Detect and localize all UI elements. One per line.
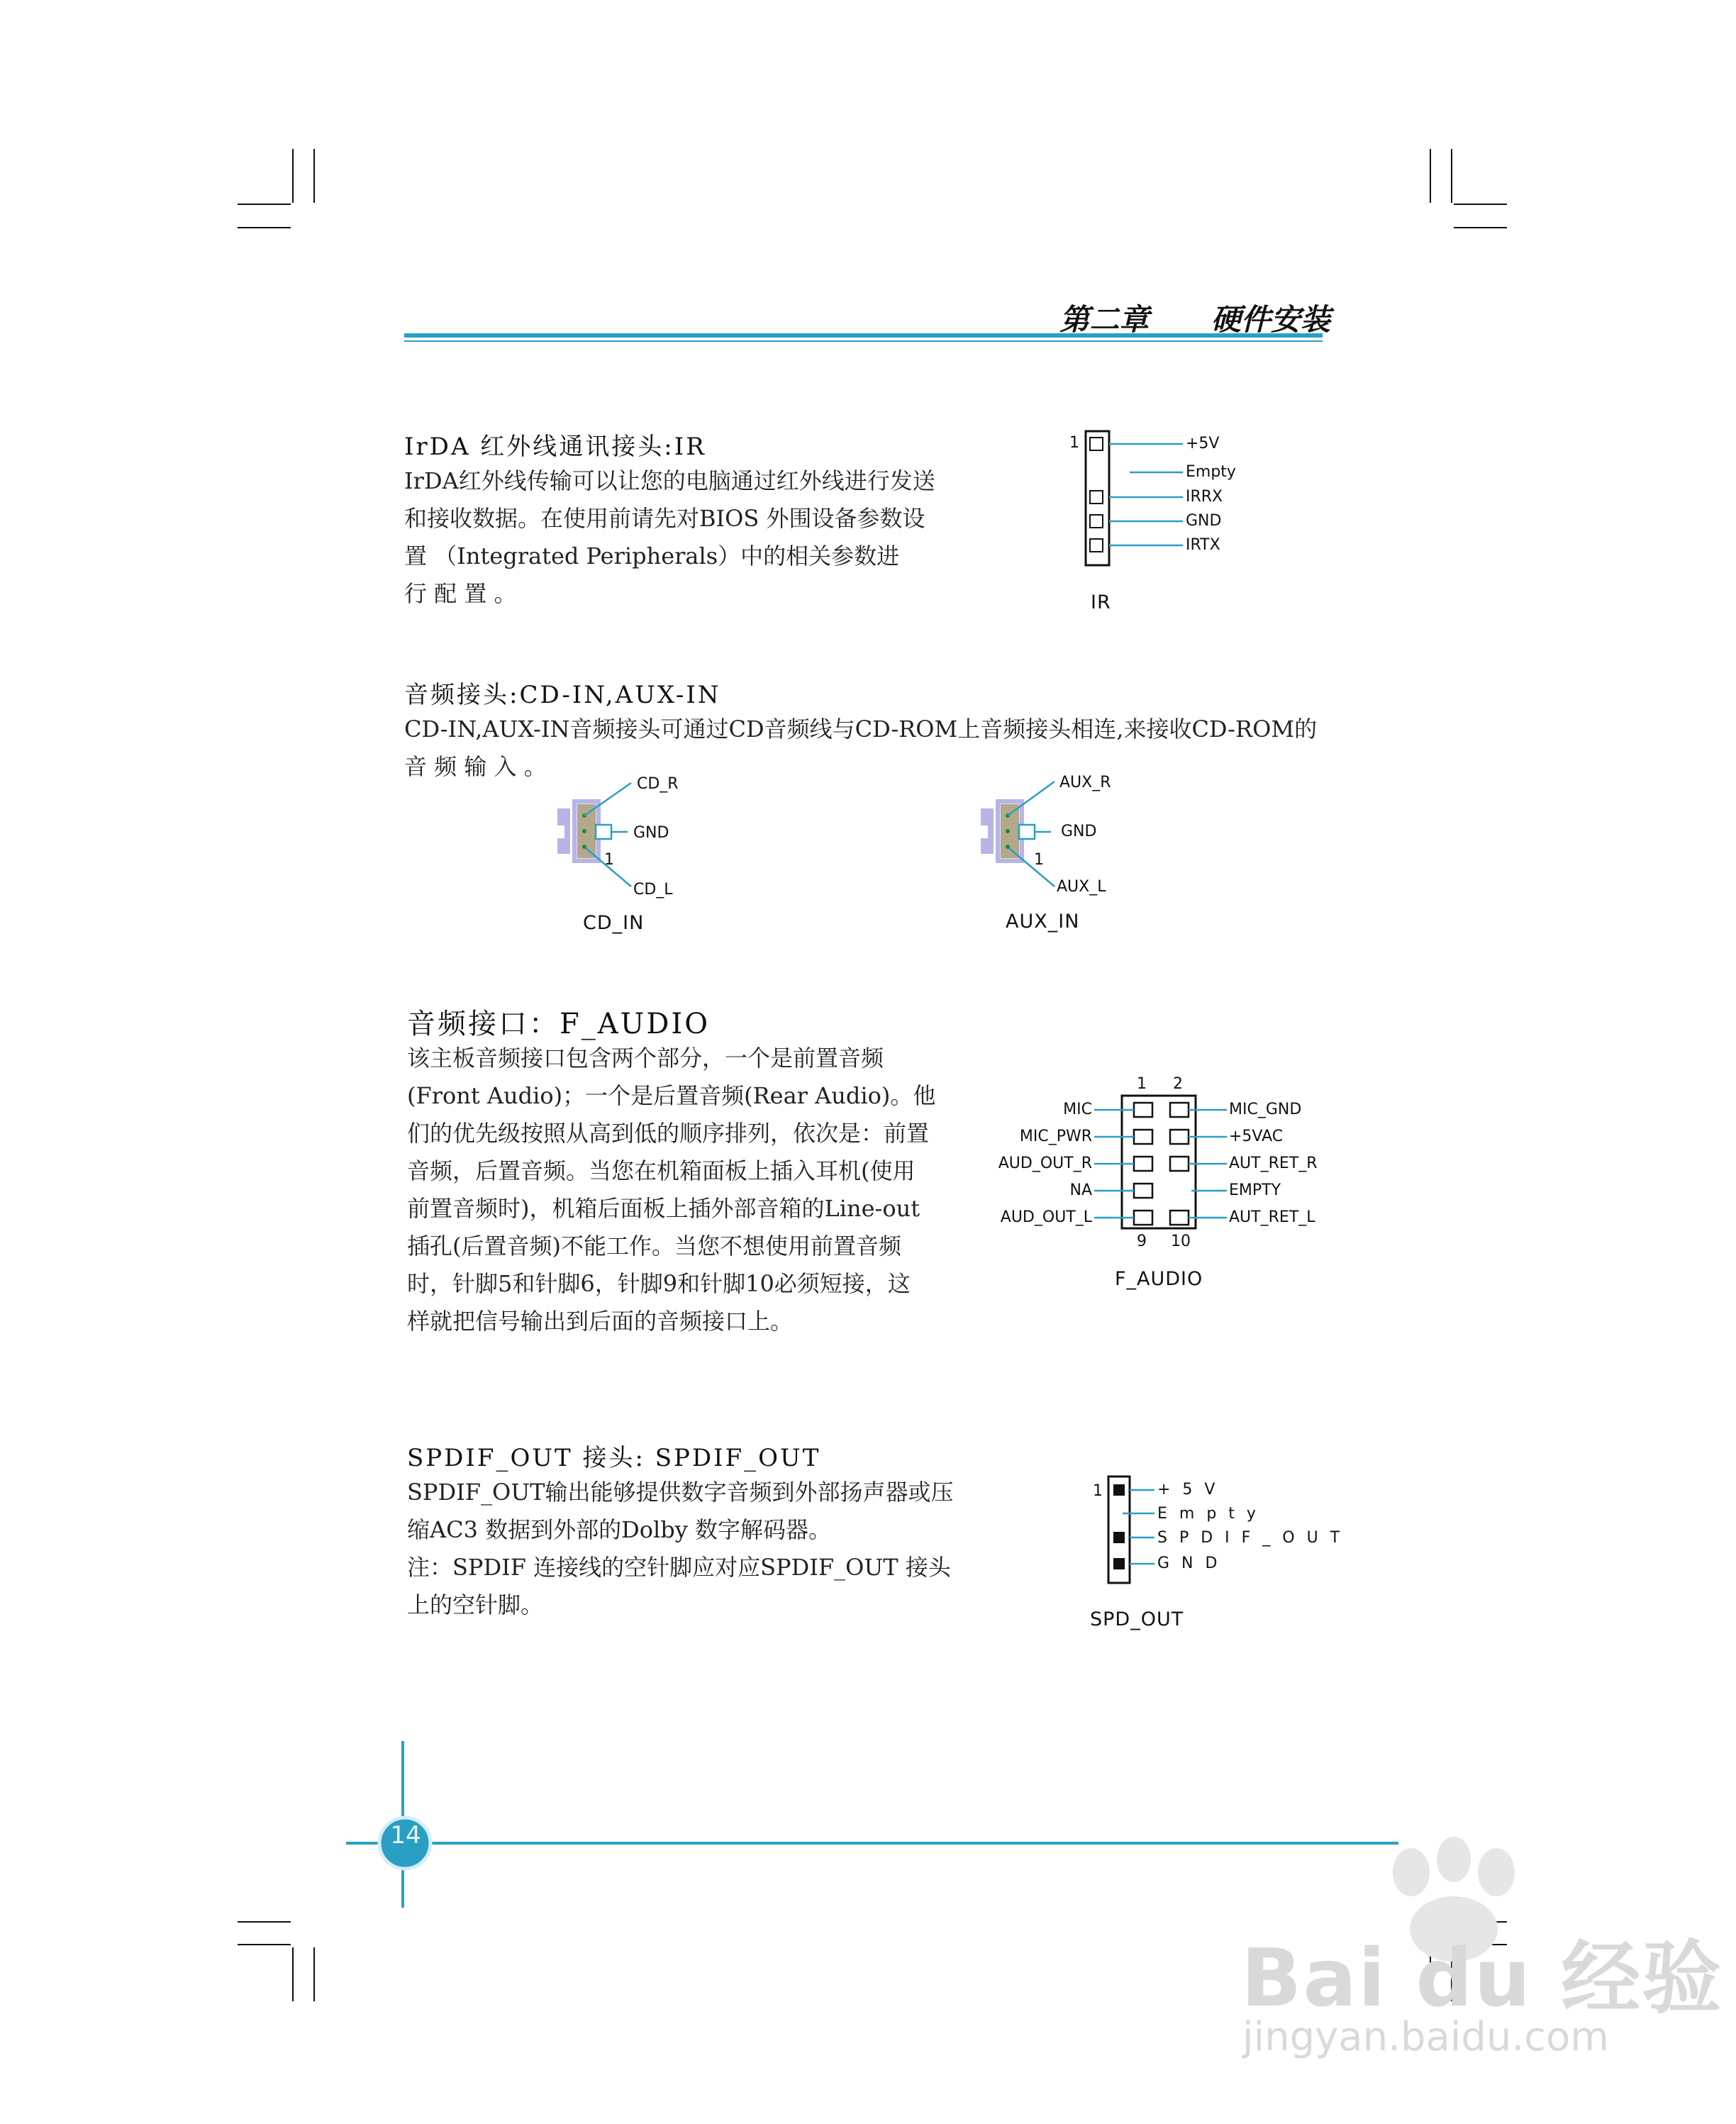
aux-in-mid-label: GND bbox=[1061, 823, 1097, 840]
paragraph-line: (Front Audio)；一个是后置音频(Rear Audio)。他 bbox=[407, 1082, 936, 1109]
paragraph-line: 注：SPDIF 连接线的空针脚应对应SPDIF_OUT 接头 bbox=[407, 1554, 951, 1581]
chapter-title: 硬件安装 bbox=[1211, 302, 1330, 337]
aux-in-top-label: AUX_R bbox=[1059, 774, 1111, 791]
spdif-pin-label: S P D I F _ O U T bbox=[1157, 1529, 1344, 1547]
ir-paragraph bbox=[404, 462, 975, 613]
paragraph-line: 们的优先级按照从高到低的顺序排列，依次是：前置 bbox=[407, 1120, 930, 1147]
ir-caption: IR bbox=[1091, 591, 1111, 613]
f-audio-left-label: AUD_OUT_L bbox=[1000, 1208, 1092, 1226]
paragraph-line: 和接收数据。在使用前请先对BIOS 外围设备参数设 bbox=[404, 505, 925, 532]
paragraph-line: 缩AC3 数据到外部的Dolby 数字解码器。 bbox=[407, 1516, 832, 1543]
f-audio-right-label: EMPTY bbox=[1229, 1181, 1281, 1199]
f-audio-right-label: MIC_GND bbox=[1229, 1101, 1302, 1118]
ir-pin-label: IRTX bbox=[1186, 536, 1220, 554]
watermark-brand: Bai du 经验 bbox=[1241, 1933, 1723, 2025]
page-number: 14 bbox=[390, 1821, 421, 1850]
paragraph-line: SPDIF_OUT输出能够提供数字音频到外部扬声器或压 bbox=[407, 1479, 954, 1506]
cd-paragraph bbox=[404, 711, 1326, 786]
f-audio-right-label: AUT_RET_L bbox=[1229, 1208, 1315, 1226]
audio-paragraph bbox=[407, 1040, 974, 1340]
f-audio-caption: F_AUDIO bbox=[1115, 1268, 1203, 1290]
spdif-paragraph bbox=[407, 1474, 974, 1624]
ir-pin1-label: 1 bbox=[1069, 434, 1079, 452]
spdif-pin-label: + 5 V bbox=[1157, 1481, 1219, 1499]
paragraph-line: 音 频 输 入 。 bbox=[404, 753, 547, 780]
cd-in-pin1-label: 1 bbox=[604, 851, 614, 869]
ir-section-title: IrDA 红外线通讯接头:IR bbox=[404, 433, 706, 461]
f-audio-pin-number: 1 bbox=[1137, 1075, 1147, 1093]
ir-pin-label: Empty bbox=[1186, 463, 1236, 481]
f-audio-pin-number: 9 bbox=[1137, 1233, 1147, 1250]
paragraph-line: 置 （Integrated Peripherals）中的相关参数进 bbox=[404, 543, 900, 569]
paragraph-line: 行 配 置 。 bbox=[404, 580, 517, 607]
ir-pin-label: +5V bbox=[1186, 435, 1220, 452]
paragraph-line: 音频，后置音频。当您在机箱面板上插入耳机(使用 bbox=[407, 1157, 916, 1184]
cd-in-connector bbox=[557, 783, 631, 886]
spdif-pin1-label: 1 bbox=[1093, 1482, 1103, 1500]
f-audio-left-label: NA bbox=[1069, 1181, 1092, 1199]
spdif-pin-label: G N D bbox=[1157, 1555, 1221, 1572]
chapter-header bbox=[1059, 296, 1330, 339]
f-audio-left-label: MIC_PWR bbox=[1019, 1128, 1092, 1145]
paragraph-line: 插孔(后置音频)不能工作。当您不想使用前置音频 bbox=[407, 1233, 901, 1260]
paragraph-line: 样就把信号输出到后面的音频接口上。 bbox=[407, 1308, 794, 1335]
f-audio-left-label: AUD_OUT_R bbox=[998, 1155, 1092, 1172]
aux-in-pin1-label: 1 bbox=[1034, 851, 1044, 869]
paragraph-line: 前置音频时)，机箱后面板上插外部音箱的Line-out bbox=[407, 1195, 920, 1222]
f-audio-pin-number: 2 bbox=[1173, 1075, 1183, 1093]
cd-section-title: 音频接头:CD-IN,AUX-IN bbox=[404, 681, 721, 709]
cd-in-top-label: CD_R bbox=[637, 775, 679, 793]
aux-in-caption: AUX_IN bbox=[1006, 911, 1080, 933]
f-audio-left-label: MIC bbox=[1063, 1101, 1092, 1118]
paragraph-line: 时，针脚5和针脚6，针脚9和针脚10必须短接，这 bbox=[407, 1270, 911, 1297]
f-audio-right-label: AUT_RET_R bbox=[1229, 1155, 1318, 1172]
f-audio-pin-number: 10 bbox=[1171, 1233, 1191, 1250]
ir-connector bbox=[1086, 431, 1183, 565]
f-audio-right-label: +5VAC bbox=[1229, 1128, 1284, 1145]
spdif-section-title: SPDIF_OUT 接头: SPDIF_OUT bbox=[407, 1444, 821, 1472]
footer-rule bbox=[346, 1741, 1398, 1908]
paragraph-line: CD-IN,AUX-IN音频接头可通过CD音频线与CD-ROM上音频接头相连,来接收CD-ROM的 bbox=[404, 716, 1318, 743]
audio-section-title: 音频接口：F_AUDIO bbox=[407, 1008, 711, 1040]
paragraph-line: IrDA红外线传输可以让您的电脑通过红外线进行发送 bbox=[404, 467, 935, 494]
paragraph-line: 该主板音频接口包含两个部分，一个是前置音频 bbox=[407, 1045, 884, 1072]
f-audio-connector bbox=[1094, 1096, 1227, 1228]
ir-pin-label: GND bbox=[1186, 512, 1222, 530]
cd-in-bottom-label: CD_L bbox=[633, 881, 673, 899]
spdif-connector bbox=[1108, 1477, 1154, 1583]
cd-in-mid-label: GND bbox=[633, 824, 669, 842]
aux-in-bottom-label: AUX_L bbox=[1057, 878, 1106, 896]
spdif-caption: SPD_OUT bbox=[1090, 1608, 1184, 1630]
chapter-number: 第二章 bbox=[1059, 302, 1150, 337]
spdif-pin-label: E m p t y bbox=[1157, 1505, 1259, 1523]
aux-in-connector bbox=[981, 782, 1055, 886]
watermark-url: jingyan.baidu.com bbox=[1242, 2014, 1609, 2060]
paragraph-line: 上的空针脚。 bbox=[407, 1591, 544, 1618]
ir-pin-label: IRRX bbox=[1186, 488, 1223, 506]
cd-in-caption: CD_IN bbox=[583, 912, 645, 934]
